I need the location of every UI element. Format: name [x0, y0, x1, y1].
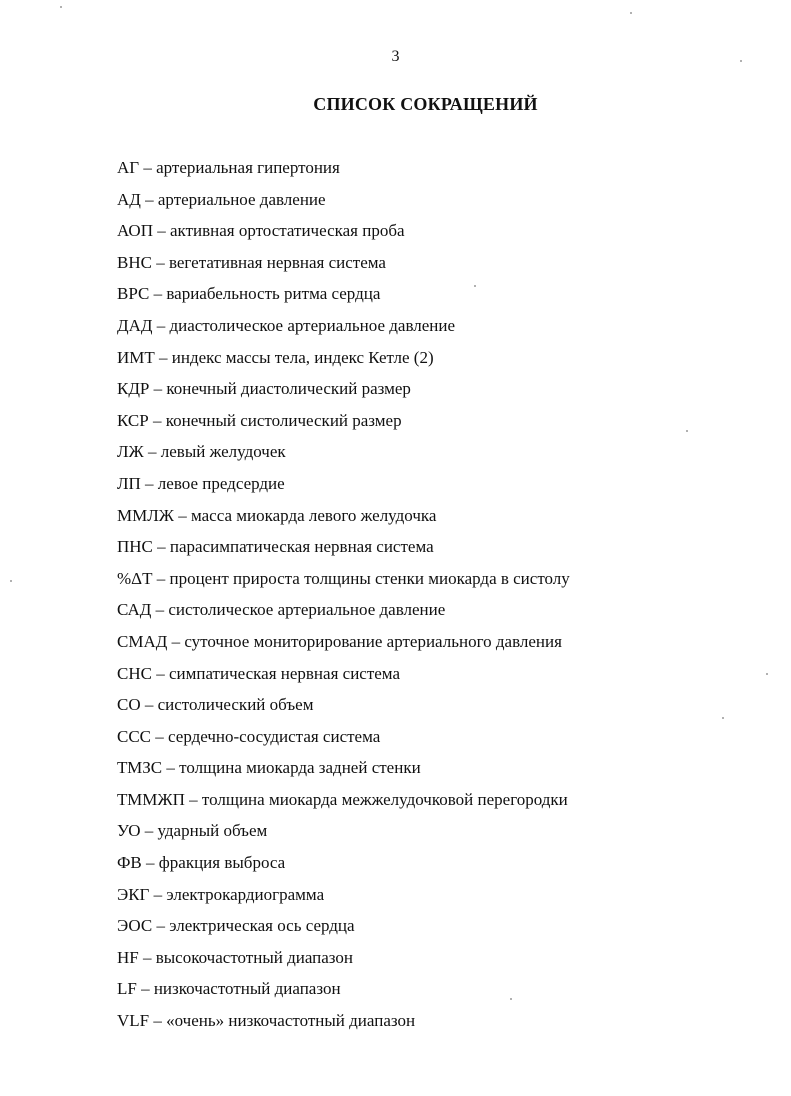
- list-item: ЛЖ – левый желудочек: [117, 442, 286, 462]
- list-item: ССС – сердечно-сосудистая система: [117, 726, 381, 746]
- list-item: КДР – конечный диастолический размер: [117, 379, 411, 399]
- list-item: СНС – симпатическая нервная система: [117, 663, 400, 683]
- abbreviation-list: [117, 156, 570, 1041]
- list-item: ИМТ – индекс массы тела, индекс Кетле (2): [117, 347, 434, 367]
- list-item: ЭКГ – электрокардиограмма: [117, 884, 325, 904]
- scan-speck: [766, 673, 768, 675]
- page-number-text: 3: [391, 48, 400, 65]
- scan-speck: [722, 717, 724, 719]
- scan-speck: [510, 998, 512, 1000]
- list-item: ДАД – диастолическое артериальное давление: [117, 315, 456, 335]
- list-item: СО – систолический объем: [117, 695, 314, 715]
- list-item: ВНС – вегетативная нервная система: [117, 252, 386, 272]
- list-item: АОП – активная ортостатическая проба: [117, 221, 405, 241]
- scan-speck: [474, 285, 476, 287]
- scan-speck: [740, 60, 742, 62]
- list-item: САД – систолическое артериальное давление: [117, 600, 446, 620]
- list-item: АГ – артериальная гипертония: [117, 158, 340, 177]
- page-title: СПИСОК СОКРАЩЕНИЙ: [313, 94, 538, 114]
- list-item: ФВ – фракция выброса: [117, 853, 286, 873]
- list-item: ПНС – парасимпатическая нервная система: [117, 537, 434, 557]
- page-number: [56, 48, 791, 66]
- scan-speck: [60, 6, 62, 8]
- list-item: ЭОС – электрическая ось сердца: [117, 916, 355, 936]
- list-item: АД – артериальное давление: [117, 189, 326, 209]
- list-item: СМАД – суточное мониторирование артериального давления: [117, 631, 562, 651]
- list-item: LF – низкочастотный диапазон: [117, 979, 341, 999]
- list-item: КСР – конечный систолический размер: [117, 410, 402, 430]
- list-item: ЛП – левое предсердие: [117, 473, 285, 493]
- list-item: ВРС – вариабельность ритма сердца: [117, 284, 381, 304]
- list-item: ТММЖП – толщина миокарда межжелудочковой перегородки: [117, 789, 568, 809]
- list-item: УО – ударный объем: [117, 821, 268, 841]
- list-item: HF – высокочастотный диапазон: [117, 947, 354, 967]
- scan-speck: [10, 580, 12, 582]
- list-item: ТМЗС – толщина миокарда задней стенки: [117, 758, 421, 778]
- scan-speck: [686, 430, 688, 432]
- list-item: VLF – «очень» низкочастотный диапазон: [117, 1011, 416, 1031]
- scan-speck: [630, 12, 632, 14]
- list-item: %ΔТ – процент прироста толщины стенки миокарда в систолу: [117, 568, 570, 588]
- list-item: ММЛЖ – масса миокарда левого желудочка: [117, 505, 437, 525]
